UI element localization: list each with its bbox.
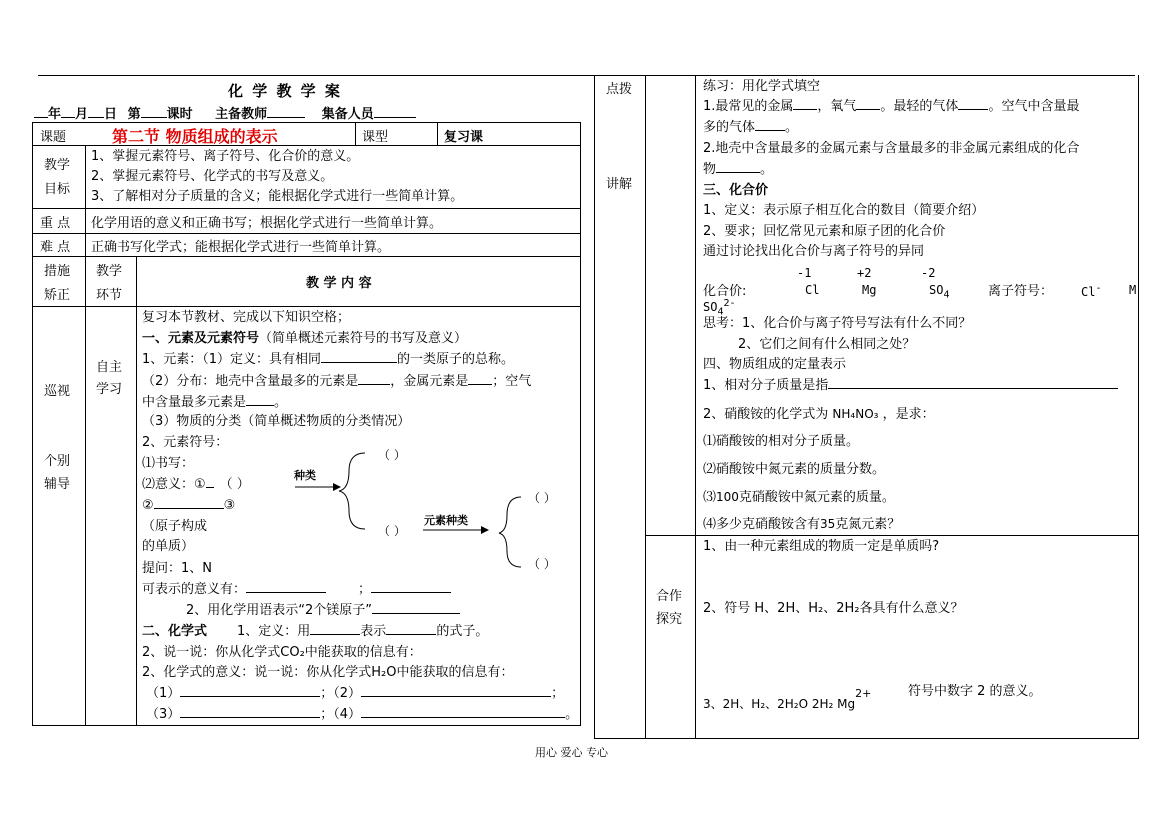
topic-label: 课题 [40,130,67,145]
top-rule [38,75,1135,76]
element-kind-label: 元素种类 [424,514,468,527]
section-4-heading: 四、物质组成的定量表示 [703,357,847,372]
content-line: 2、元素符号： [142,435,229,450]
content-line: （2）分布：地壳中含量最多的元素是 ，金属元素是 ；空气 [142,374,532,389]
right-line: 1.最常见的金属 ，氧气 。最轻的气体 。空气中含量最 [703,99,1080,114]
ion-symbol: $SO_4^{2-}$ [703,298,736,318]
content-line: 2、说一说：你从化学式CO₂中能获取的信息有： [142,645,422,660]
col-border [355,122,356,145]
element-kind-arrow-head [481,526,489,534]
left-table-bottom-border [32,725,580,726]
date-line: 年 月 日 第 课时 主备教师 集备人员 [34,103,416,122]
col-border [695,75,696,738]
col-border [1138,75,1139,738]
self-study-label-1: 自主 [96,360,123,375]
self-study-label-2: 学习 [96,382,123,397]
difficulty-text: 正确书写化学式；能根据化学式进行一些简单计算。 [91,240,391,255]
goal-item: 1、掌握元素符号、离子符号、化合价的意义。 [91,149,360,164]
brace-2 [499,497,521,567]
page-title: 化 学 教 学 案 [228,82,342,100]
content-line: （原子构成 [142,519,208,534]
col-border [136,256,137,726]
content-line: （3） ；（4） 。 [146,707,579,722]
brace-1 [339,453,365,529]
individual-label-2: 辅导 [44,477,71,492]
col-measures-1: 措施 [44,264,71,279]
symbol: Cl [805,283,820,297]
row-border [645,535,1139,536]
content-line: 1、元素：（1）定义：具有相同 的一类原子的总称。 [142,352,515,367]
right-line: 1、定义：表示原子相互化合的数目（简要介绍） [703,203,985,218]
valence-value: -1 [797,266,812,280]
row-border [32,256,580,257]
ion-label: 离子符号： [988,284,1054,299]
content-line: 可表示的意义有： ； [142,580,451,600]
goal-item: 3、了解相对分子质量的含义；能根据化学式进行一些简单计算。 [91,189,464,204]
content-line: 2、化学式的意义：说一说：你从化学式H₂O中能获取的信息有： [142,665,514,680]
jiangjie-label: 讲解 [606,177,633,192]
ion-symbol: M [1129,283,1137,297]
key-label: 重 点 [40,216,71,231]
valence-value: +2 [857,266,872,280]
col-border [580,122,581,726]
individual-label-1: 个别 [44,454,71,469]
content-line: 中含量最多元素是 。 [142,395,288,410]
goal-item: 2、掌握元素符号、化学式的书写及意义。 [91,169,334,184]
blank-paren: （ ） [378,524,406,538]
type-value: 复习课 [444,130,484,145]
difficulty-label: 难 点 [40,240,71,255]
key-text: 化学用语的意义和正确书写；根据化学式进行一些简单计算。 [91,216,443,231]
patrol-label: 巡视 [44,384,71,399]
blank-paren: （ ） [528,557,556,571]
kind-label: 种类 [294,469,316,482]
topic-value: 第二节 物质组成的表示 [112,127,278,146]
question: 2、符号 H、2H、H₂、2H₂各具有什么意义？ [703,601,964,616]
right-line: 思考：1、化合价与离子符号写法有什么不同？ [703,316,972,331]
right-line: 1、相对分子质量是指 [703,376,1118,396]
col-border [32,122,33,726]
content-line: 2、用化学用语表示“2个镁原子” [186,601,460,621]
valence-value: -2 [921,266,936,280]
content-line: （3）物质的分类（简单概述物质的分类情况） [142,414,411,429]
content-line: （1） ；（2） ； [146,686,565,701]
symbol: $SO_4$ [929,283,950,301]
section-1-heading: 一、元素及元素符号（简单概述元素符号的书写及意义） [142,331,468,346]
right-line: 2、要求；回忆常见元素和原子团的化合价 [703,224,946,239]
question-tail: 符号中数字 2 的意义。 [908,684,1042,699]
blank-paren: （ ） [528,491,556,505]
blank-paren: （ ） [378,448,406,462]
section-3-heading: 三、化合价 [703,183,769,198]
col-step-2: 环节 [96,288,123,303]
goals-label: 教学 [44,158,71,173]
hezuo-label-1: 合作 [656,589,683,604]
section-2-heading: 二、化学式 1、定义：用 表示 的式子。 [142,624,489,639]
row-border [32,208,580,209]
content-line: 复习本节教材、完成以下知识空格； [142,310,351,325]
right-line: 2、硝酸铵的化学式为 NH₄NO₃ ，是求： [703,407,935,422]
right-line: 2.地壳中含量最多的金属元素与含量最多的非金属元素组成的化合 [703,141,1080,156]
content-line: 提问：1、N [142,561,212,576]
content-line: ② ③ [142,498,236,513]
col-border [437,122,438,145]
type-label: 课型 [362,130,389,145]
right-line: ⑵硝酸铵中氮元素的质量分数。 [703,462,886,477]
hezuo-label-2: 探究 [656,612,683,627]
right-line: 练习：用化学式填空 [703,79,821,94]
kind-arrow-head [333,483,341,491]
content-line: ⑴书写： [142,456,195,471]
right-line: 多的气体 。 [703,120,799,135]
dianbo-label: 点拨 [606,82,633,97]
right-line: ⑷多少克硝酸铵含有35克氮元素？ [703,517,901,532]
left-table-top-border [32,122,580,123]
right-line: ⑴硝酸铵的相对分子质量。 [703,434,860,449]
goals-label-2: 目标 [44,182,71,197]
classification-tree [285,445,565,575]
footer-motto: 用心 爱心 专心 [535,746,608,759]
ion-symbol: Cl- [1081,283,1102,299]
col-content: 教 学 内 容 [306,276,372,291]
right-line: 物 。 [703,162,774,177]
question: 1、由一种元素组成的物质一定是单质吗? [703,539,940,554]
col-step-1: 教学 [96,264,123,279]
right-line: 2、它们之间有什么相同之处？ [738,337,916,352]
col-border [594,75,595,738]
row-border [32,233,580,234]
right-line: 通过讨论找出化合价与离子符号的异同 [703,244,925,259]
col-measures-2: 矫正 [44,288,71,303]
right-table-bottom-border [594,738,1139,739]
row-border [32,306,580,307]
right-line: ⑶100克硝酸铵中氮元素的质量。 [703,490,895,505]
col-border [645,75,646,738]
content-line: ⑵意义：① （ ） [142,477,250,492]
col-border [85,145,86,726]
valence-label: 化合价: [703,284,747,299]
symbol: Mg [862,283,877,297]
question: 3、2H、H₂、2H₂O 2H₂ $Mg^{2+}$ [703,687,872,711]
content-line: 的单质） [142,539,195,554]
